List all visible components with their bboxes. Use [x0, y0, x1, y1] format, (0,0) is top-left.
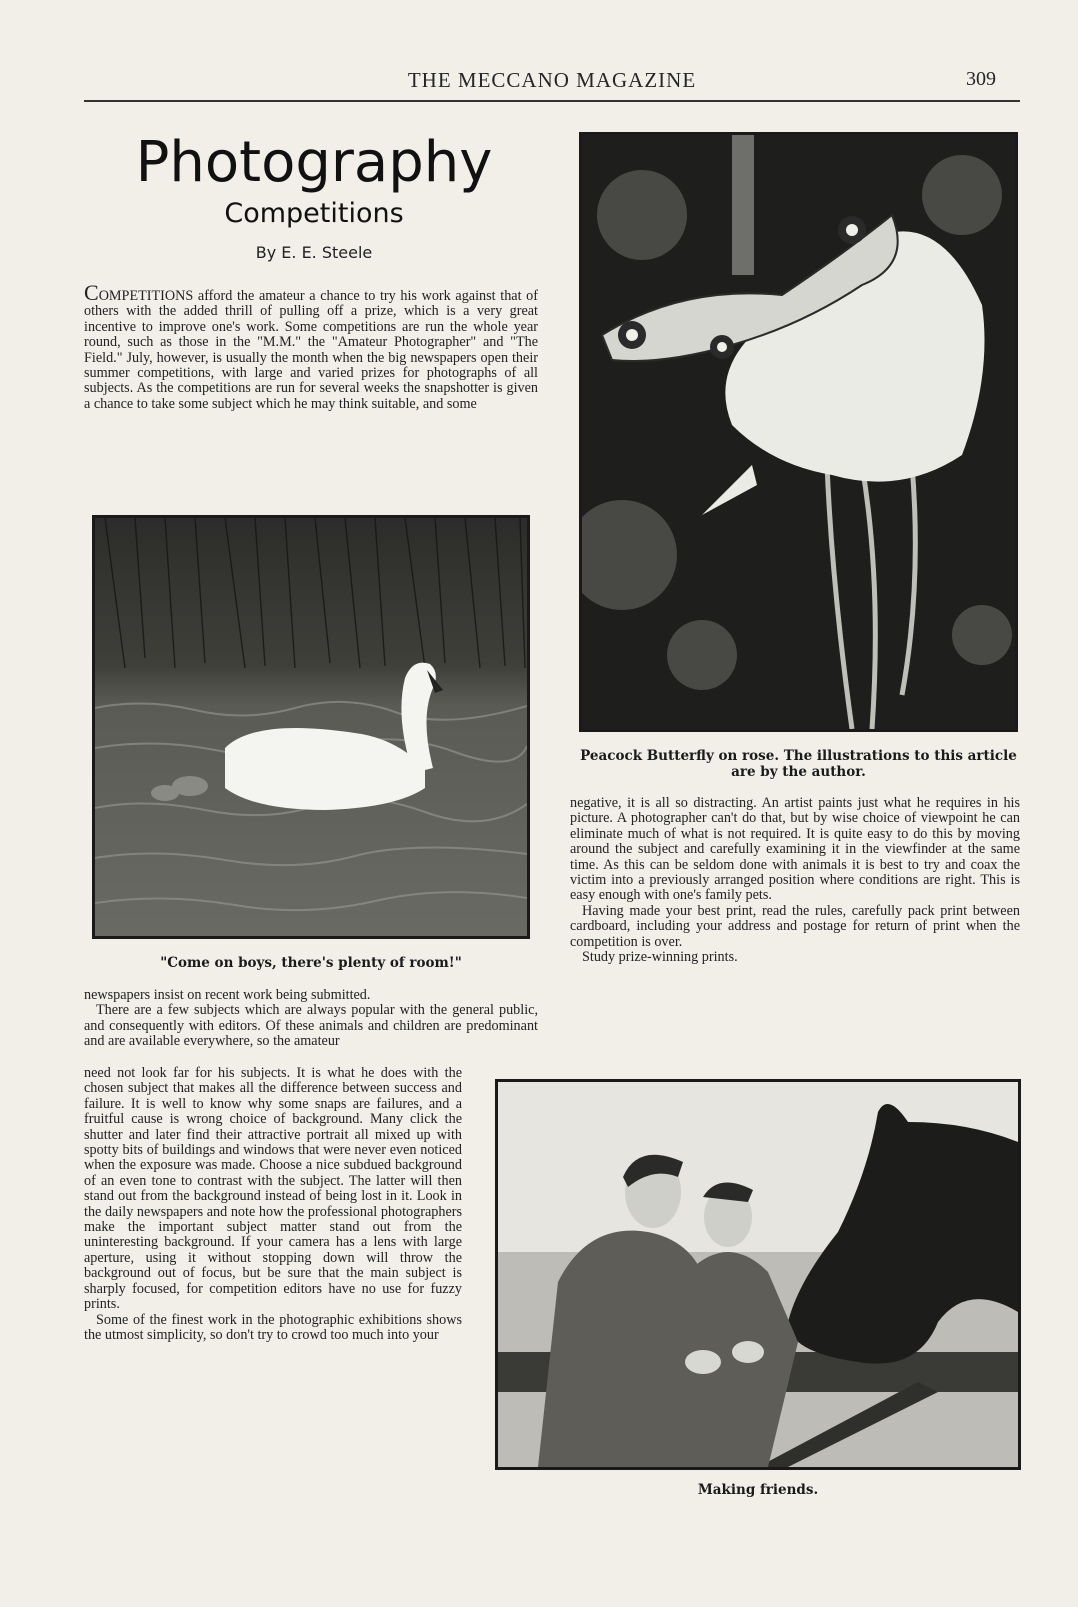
horse-image — [498, 1082, 1018, 1467]
running-header — [84, 68, 1020, 94]
column-1-lower-text — [84, 1066, 462, 1343]
paragraph: newspapers insist on recent work being submitted. — [84, 987, 371, 1003]
paragraph: Having made your best print, read the rules, carefully pack print between cardboard, including your address and postage for return of print when the competition is over. — [570, 902, 1020, 950]
swan-photo — [92, 515, 530, 939]
horse-caption: Making friends. — [697, 1482, 819, 1498]
column-1-upper-text — [84, 988, 538, 1050]
title-block — [84, 130, 544, 262]
column-2-text — [570, 796, 1020, 965]
paragraph: Some of the finest work in the photographic exhibitions shows the utmost simplicity, so don't try to crowd too much into your — [84, 1311, 462, 1343]
paragraph: There are a few subjects which are always popular with the general public, and consequently with editors. Of these animals and children are predominant and are available everywhere, so the amateur — [84, 1002, 538, 1050]
butterfly-caption: Peacock Butterfly on rose. The illustrations to this article are by the author. — [580, 748, 1017, 780]
paragraph: need not look far for his subjects. It is what he does with the chosen subject that makes all the difference between success and failure. It is well to know why some snaps are failures, and a fruitful cause is wrong choice of background. Many click the shutter and later find their attractive portrait all mixed up with spotty bits of buildings and windows that were never even noticed when the exposure was made. Choose a nice subdued background of an even tone to contrast with the subject. The latter will then stand out from the background instead of being lost in it. Look in the daily newspapers and note how the professional photographers make the important subject matter stand out from the uninteresting background. If your camera has a lens with large aperture, using it without stopping down will throw the background out of focus, but be sure that the main subject is sharply focused, for competition editors have no use for fuzzy prints. — [84, 1065, 462, 1313]
swan-image — [95, 518, 527, 936]
magazine-title: THE MECCANO MAGAZINE — [407, 68, 697, 92]
article-title: Photography — [135, 130, 493, 195]
swan-caption: "Come on boys, there's plenty of room!" — [160, 955, 462, 971]
paragraph: negative, it is all so distracting. An artist paints just what he requires in his picture. A photographer can't do that, but by wise choice of viewpoint he can eliminate much of what is not required. It is quite easy to do this by moving around the subject and carefully examining it in the viewfinder at the same time. As this can be seldom done with animals it is best to try and coax the victim into a previously arranged position where conditions are right. This is easy enough with one's family pets. — [570, 795, 1020, 904]
horse-photo — [495, 1079, 1021, 1470]
butterfly-photo — [579, 132, 1018, 732]
intro-text: OMPETITIONS afford the amateur a chance to try his work against that of others with the added thrill of pulling off a prize, which is a very great incentive to improve one's work. Some competitions are run the whole year round, such as those in the "M.M." the "Amateur Photographer" and "The Field." July, however, is usually the month when the big newspapers open their summer competitions, with large and varied prizes for photographs of all subjects. As the competitions are run for several weeks the snapshotter is given a chance to take some subject which he may think suitable, and some — [84, 288, 538, 412]
paragraph: Study prize-winning prints. — [582, 949, 738, 966]
page-number: 309 — [966, 68, 996, 90]
butterfly-image — [582, 135, 1015, 729]
intro-paragraph — [84, 280, 538, 412]
byline: By E. E. Steele — [255, 243, 373, 262]
article-subtitle: Competitions — [224, 198, 404, 229]
drop-cap: C — [84, 280, 99, 305]
header-rule — [84, 100, 1020, 102]
